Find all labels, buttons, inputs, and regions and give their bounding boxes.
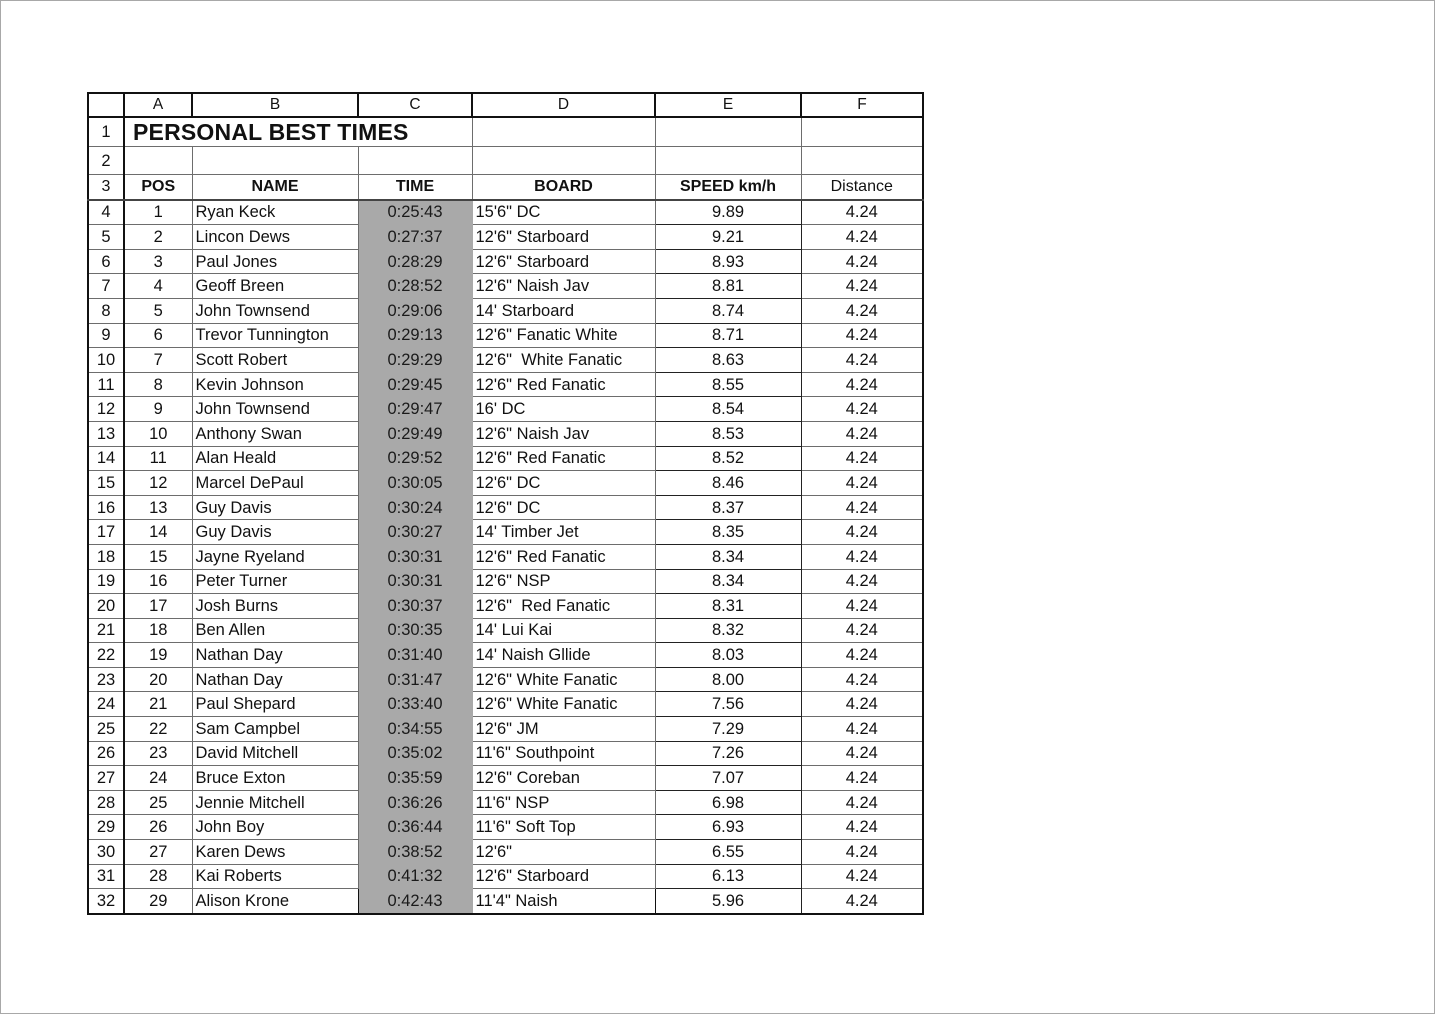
row-number: 18 — [88, 544, 124, 569]
distance-cell[interactable]: 4.24 — [801, 249, 923, 274]
table-row — [88, 471, 923, 496]
distance-cell[interactable]: 4.24 — [801, 618, 923, 643]
distance-cell[interactable]: 4.24 — [801, 348, 923, 373]
table-row — [88, 667, 923, 692]
board-cell[interactable]: 12'6" Red Fanatic — [472, 372, 655, 397]
speed-cell[interactable]: 8.37 — [655, 495, 801, 520]
distance-cell[interactable]: 4.24 — [801, 889, 923, 914]
time-cell[interactable]: 0:29:47 — [358, 397, 472, 422]
speed-cell[interactable]: 8.54 — [655, 397, 801, 422]
name-cell[interactable]: Anthony Swan — [192, 421, 358, 446]
name-cell[interactable]: Alison Krone — [192, 889, 358, 914]
board-cell[interactable]: 14' Timber Jet — [472, 520, 655, 545]
distance-cell[interactable]: 4.24 — [801, 594, 923, 619]
board-cell[interactable]: 12'6" White Fanatic — [472, 692, 655, 717]
table-row — [88, 692, 923, 717]
title-row — [88, 117, 923, 147]
position-cell[interactable]: 23 — [124, 741, 192, 766]
row-number: 11 — [88, 372, 124, 397]
blank-row — [88, 147, 923, 175]
name-cell[interactable]: Jayne Ryeland — [192, 544, 358, 569]
board-cell[interactable]: 12'6" Naish Jav — [472, 421, 655, 446]
distance-cell[interactable]: 4.24 — [801, 692, 923, 717]
row-number: 5 — [88, 225, 124, 250]
name-cell[interactable]: Nathan Day — [192, 667, 358, 692]
board-cell[interactable]: 16' DC — [472, 397, 655, 422]
speed-cell[interactable]: 8.74 — [655, 298, 801, 323]
row-number: 1 — [88, 117, 124, 147]
time-cell[interactable]: 0:25:43 — [358, 200, 472, 225]
position-cell[interactable]: 5 — [124, 298, 192, 323]
speed-cell[interactable]: 9.21 — [655, 225, 801, 250]
board-cell[interactable]: 12'6" Starboard — [472, 249, 655, 274]
row-number: 23 — [88, 667, 124, 692]
time-cell[interactable]: 0:34:55 — [358, 717, 472, 742]
table-row — [88, 323, 923, 348]
distance-cell[interactable]: 4.24 — [801, 274, 923, 299]
row-number: 31 — [88, 864, 124, 889]
time-cell[interactable]: 0:33:40 — [358, 692, 472, 717]
speed-cell[interactable]: 8.63 — [655, 348, 801, 373]
empty-cell — [472, 117, 655, 147]
speed-cell[interactable]: 6.98 — [655, 790, 801, 815]
distance-cell[interactable]: 4.24 — [801, 717, 923, 742]
table-row — [88, 520, 923, 545]
personal-best-times-sheet — [87, 92, 924, 915]
row-number: 24 — [88, 692, 124, 717]
row-number: 12 — [88, 397, 124, 422]
row-number: 3 — [88, 175, 124, 200]
time-cell[interactable]: 0:30:31 — [358, 544, 472, 569]
table-row — [88, 741, 923, 766]
name-cell[interactable]: Ryan Keck — [192, 200, 358, 225]
row-number: 21 — [88, 618, 124, 643]
position-cell[interactable]: 8 — [124, 372, 192, 397]
table-row — [88, 864, 923, 889]
row-number: 13 — [88, 421, 124, 446]
position-cell[interactable]: 4 — [124, 274, 192, 299]
name-cell[interactable]: John Townsend — [192, 397, 358, 422]
speed-cell[interactable]: 7.29 — [655, 717, 801, 742]
time-cell[interactable]: 0:29:06 — [358, 298, 472, 323]
board-cell[interactable]: 12'6" White Fanatic — [472, 667, 655, 692]
position-cell[interactable]: 16 — [124, 569, 192, 594]
position-cell[interactable]: 6 — [124, 323, 192, 348]
board-cell[interactable]: 12'6" Coreban — [472, 766, 655, 791]
speed-cell[interactable]: 8.46 — [655, 471, 801, 496]
column-letter-d: D — [472, 93, 655, 117]
name-cell[interactable]: Bruce Exton — [192, 766, 358, 791]
name-cell[interactable]: Peter Turner — [192, 569, 358, 594]
distance-cell[interactable]: 4.24 — [801, 840, 923, 865]
distance-cell[interactable]: 4.24 — [801, 815, 923, 840]
row-number: 8 — [88, 298, 124, 323]
empty-cell — [358, 147, 472, 175]
distance-cell[interactable]: 4.24 — [801, 421, 923, 446]
speed-cell[interactable]: 6.93 — [655, 815, 801, 840]
row-number: 25 — [88, 717, 124, 742]
header-row — [88, 175, 923, 200]
table-row — [88, 372, 923, 397]
name-cell[interactable]: Lincon Dews — [192, 225, 358, 250]
table-row — [88, 544, 923, 569]
distance-cell[interactable]: 4.24 — [801, 200, 923, 225]
position-cell[interactable]: 26 — [124, 815, 192, 840]
board-cell[interactable]: 14' Naish Gllide — [472, 643, 655, 668]
row-number: 19 — [88, 569, 124, 594]
name-cell[interactable]: John Townsend — [192, 298, 358, 323]
position-cell[interactable]: 17 — [124, 594, 192, 619]
empty-cell — [801, 117, 923, 147]
name-cell[interactable]: Kevin Johnson — [192, 372, 358, 397]
name-cell[interactable]: Scott Robert — [192, 348, 358, 373]
name-cell[interactable]: Marcel DePaul — [192, 471, 358, 496]
row-number: 27 — [88, 766, 124, 791]
row-number: 26 — [88, 741, 124, 766]
board-cell[interactable]: 14' Starboard — [472, 298, 655, 323]
board-cell[interactable]: 12'6" Fanatic White — [472, 323, 655, 348]
name-cell[interactable]: Paul Jones — [192, 249, 358, 274]
speed-cell[interactable]: 6.13 — [655, 864, 801, 889]
header-pos: POS — [124, 175, 192, 200]
time-cell[interactable]: 0:30:24 — [358, 495, 472, 520]
position-cell[interactable]: 15 — [124, 544, 192, 569]
speed-cell[interactable]: 7.56 — [655, 692, 801, 717]
row-number: 30 — [88, 840, 124, 865]
time-cell[interactable]: 0:30:27 — [358, 520, 472, 545]
column-letter-row — [88, 93, 923, 117]
position-cell[interactable]: 21 — [124, 692, 192, 717]
speed-cell[interactable]: 8.35 — [655, 520, 801, 545]
position-cell[interactable]: 20 — [124, 667, 192, 692]
speed-cell[interactable]: 8.00 — [655, 667, 801, 692]
column-letter-a: A — [124, 93, 192, 117]
position-cell[interactable]: 11 — [124, 446, 192, 471]
board-cell[interactable]: 12'6" Naish Jav — [472, 274, 655, 299]
distance-cell[interactable]: 4.24 — [801, 446, 923, 471]
table-row — [88, 840, 923, 865]
time-cell[interactable]: 0:29:29 — [358, 348, 472, 373]
distance-cell[interactable]: 4.24 — [801, 372, 923, 397]
time-cell[interactable]: 0:29:49 — [358, 421, 472, 446]
board-cell[interactable]: 12'6" DC — [472, 471, 655, 496]
speed-cell[interactable]: 8.52 — [655, 446, 801, 471]
time-cell[interactable]: 0:35:02 — [358, 741, 472, 766]
time-cell[interactable]: 0:36:44 — [358, 815, 472, 840]
board-cell[interactable]: 12'6" Starboard — [472, 225, 655, 250]
distance-cell[interactable]: 4.24 — [801, 790, 923, 815]
header-speed: SPEED km/h — [655, 175, 801, 200]
board-cell[interactable]: 12'6" NSP — [472, 569, 655, 594]
table-row — [88, 594, 923, 619]
table-row — [88, 397, 923, 422]
time-cell[interactable]: 0:30:05 — [358, 471, 472, 496]
table-row — [88, 446, 923, 471]
speed-cell[interactable]: 8.31 — [655, 594, 801, 619]
name-cell[interactable]: Trevor Tunnington — [192, 323, 358, 348]
board-cell[interactable]: 11'6" Soft Top — [472, 815, 655, 840]
row-number: 28 — [88, 790, 124, 815]
distance-cell[interactable]: 4.24 — [801, 397, 923, 422]
distance-cell[interactable]: 4.24 — [801, 298, 923, 323]
table-row — [88, 643, 923, 668]
distance-cell[interactable]: 4.24 — [801, 864, 923, 889]
distance-cell[interactable]: 4.24 — [801, 225, 923, 250]
row-number: 7 — [88, 274, 124, 299]
position-cell[interactable]: 7 — [124, 348, 192, 373]
name-cell[interactable]: Kai Roberts — [192, 864, 358, 889]
time-cell[interactable]: 0:35:59 — [358, 766, 472, 791]
time-cell[interactable]: 0:36:26 — [358, 790, 472, 815]
position-cell[interactable]: 1 — [124, 200, 192, 225]
time-cell[interactable]: 0:41:32 — [358, 864, 472, 889]
row-number: 9 — [88, 323, 124, 348]
position-cell[interactable]: 22 — [124, 717, 192, 742]
table-row — [88, 421, 923, 446]
speed-cell[interactable]: 5.96 — [655, 889, 801, 914]
time-cell[interactable]: 0:30:37 — [358, 594, 472, 619]
row-number: 2 — [88, 147, 124, 175]
position-cell[interactable]: 29 — [124, 889, 192, 914]
name-cell[interactable]: Guy Davis — [192, 495, 358, 520]
time-cell[interactable]: 0:28:29 — [358, 249, 472, 274]
corner-cell — [88, 93, 124, 117]
board-cell[interactable]: 12'6" Starboard — [472, 864, 655, 889]
column-letter-c: C — [358, 93, 472, 117]
speed-cell[interactable]: 8.03 — [655, 643, 801, 668]
name-cell[interactable]: Nathan Day — [192, 643, 358, 668]
position-cell[interactable]: 9 — [124, 397, 192, 422]
speed-cell[interactable]: 8.32 — [655, 618, 801, 643]
speed-cell[interactable]: 8.34 — [655, 544, 801, 569]
position-cell[interactable]: 13 — [124, 495, 192, 520]
speed-cell[interactable]: 7.07 — [655, 766, 801, 791]
time-cell[interactable]: 0:31:47 — [358, 667, 472, 692]
position-cell[interactable]: 10 — [124, 421, 192, 446]
position-cell[interactable]: 27 — [124, 840, 192, 865]
time-cell[interactable]: 0:30:31 — [358, 569, 472, 594]
position-cell[interactable]: 18 — [124, 618, 192, 643]
empty-cell — [192, 147, 358, 175]
position-cell[interactable]: 2 — [124, 225, 192, 250]
board-cell[interactable]: 12'6" Red Fanatic — [472, 446, 655, 471]
table-row — [88, 249, 923, 274]
name-cell[interactable]: David Mitchell — [192, 741, 358, 766]
column-letter-e: E — [655, 93, 801, 117]
row-number: 4 — [88, 200, 124, 225]
row-number: 29 — [88, 815, 124, 840]
table-row — [88, 717, 923, 742]
speed-cell[interactable]: 9.89 — [655, 200, 801, 225]
empty-cell — [801, 147, 923, 175]
row-number: 17 — [88, 520, 124, 545]
row-number: 6 — [88, 249, 124, 274]
board-cell[interactable]: 12'6" JM — [472, 717, 655, 742]
name-cell[interactable]: Guy Davis — [192, 520, 358, 545]
column-letter-b: B — [192, 93, 358, 117]
table-row — [88, 815, 923, 840]
time-cell[interactable]: 0:27:37 — [358, 225, 472, 250]
position-cell[interactable]: 24 — [124, 766, 192, 791]
table-row — [88, 274, 923, 299]
distance-cell[interactable]: 4.24 — [801, 495, 923, 520]
empty-cell — [655, 147, 801, 175]
position-cell[interactable]: 14 — [124, 520, 192, 545]
board-cell[interactable]: 11'6" NSP — [472, 790, 655, 815]
board-cell[interactable]: 12'6" — [472, 840, 655, 865]
time-cell[interactable]: 0:38:52 — [358, 840, 472, 865]
board-cell[interactable]: 12'6" Red Fanatic — [472, 544, 655, 569]
distance-cell[interactable]: 4.24 — [801, 741, 923, 766]
name-cell[interactable]: Paul Shepard — [192, 692, 358, 717]
header-time: TIME — [358, 175, 472, 200]
table-row — [88, 569, 923, 594]
board-cell[interactable]: 11'4" Naish — [472, 889, 655, 914]
speed-cell[interactable]: 8.81 — [655, 274, 801, 299]
table-row — [88, 200, 923, 225]
time-cell[interactable]: 0:31:40 — [358, 643, 472, 668]
empty-cell — [472, 147, 655, 175]
time-cell[interactable]: 0:28:52 — [358, 274, 472, 299]
position-cell[interactable]: 12 — [124, 471, 192, 496]
table-row — [88, 790, 923, 815]
row-number: 14 — [88, 446, 124, 471]
table-row — [88, 225, 923, 250]
row-number: 32 — [88, 889, 124, 914]
row-number: 15 — [88, 471, 124, 496]
table-row — [88, 766, 923, 791]
table-row — [88, 889, 923, 914]
speed-cell[interactable]: 8.71 — [655, 323, 801, 348]
distance-cell[interactable]: 4.24 — [801, 520, 923, 545]
board-cell[interactable]: 15'6" DC — [472, 200, 655, 225]
distance-cell[interactable]: 4.24 — [801, 323, 923, 348]
time-cell[interactable]: 0:29:52 — [358, 446, 472, 471]
board-cell[interactable]: 12'6" Red Fanatic — [472, 594, 655, 619]
distance-cell[interactable]: 4.24 — [801, 667, 923, 692]
header-name: NAME — [192, 175, 358, 200]
header-distance: Distance — [801, 175, 923, 200]
name-cell[interactable]: John Boy — [192, 815, 358, 840]
distance-cell[interactable]: 4.24 — [801, 569, 923, 594]
table-row — [88, 495, 923, 520]
speed-cell[interactable]: 7.26 — [655, 741, 801, 766]
sheet-title: PERSONAL BEST TIMES — [124, 117, 472, 147]
speed-cell[interactable]: 8.34 — [655, 569, 801, 594]
time-cell[interactable]: 0:29:45 — [358, 372, 472, 397]
position-cell[interactable]: 28 — [124, 864, 192, 889]
speed-cell[interactable]: 8.93 — [655, 249, 801, 274]
distance-cell[interactable]: 4.24 — [801, 766, 923, 791]
row-number: 20 — [88, 594, 124, 619]
time-cell[interactable]: 0:42:43 — [358, 889, 472, 914]
speed-cell[interactable]: 8.53 — [655, 421, 801, 446]
position-cell[interactable]: 19 — [124, 643, 192, 668]
distance-cell[interactable]: 4.24 — [801, 471, 923, 496]
empty-cell — [124, 147, 192, 175]
column-letter-f: F — [801, 93, 923, 117]
header-board: BOARD — [472, 175, 655, 200]
name-cell[interactable]: Jennie Mitchell — [192, 790, 358, 815]
board-cell[interactable]: 14' Lui Kai — [472, 618, 655, 643]
time-cell[interactable]: 0:30:35 — [358, 618, 472, 643]
name-cell[interactable]: Alan Heald — [192, 446, 358, 471]
position-cell[interactable]: 3 — [124, 249, 192, 274]
board-cell[interactable]: 12'6" White Fanatic — [472, 348, 655, 373]
board-cell[interactable]: 12'6" DC — [472, 495, 655, 520]
time-cell[interactable]: 0:29:13 — [358, 323, 472, 348]
row-number: 22 — [88, 643, 124, 668]
distance-cell[interactable]: 4.24 — [801, 643, 923, 668]
board-cell[interactable]: 11'6" Southpoint — [472, 741, 655, 766]
row-number: 10 — [88, 348, 124, 373]
row-number: 16 — [88, 495, 124, 520]
position-cell[interactable]: 25 — [124, 790, 192, 815]
distance-cell[interactable]: 4.24 — [801, 544, 923, 569]
table-row — [88, 348, 923, 373]
table-row — [88, 298, 923, 323]
table-row — [88, 618, 923, 643]
speed-cell[interactable]: 8.55 — [655, 372, 801, 397]
name-cell[interactable]: Karen Dews — [192, 840, 358, 865]
speed-cell[interactable]: 6.55 — [655, 840, 801, 865]
name-cell[interactable]: Geoff Breen — [192, 274, 358, 299]
name-cell[interactable]: Sam Campbel — [192, 717, 358, 742]
empty-cell — [655, 117, 801, 147]
name-cell[interactable]: Josh Burns — [192, 594, 358, 619]
name-cell[interactable]: Ben Allen — [192, 618, 358, 643]
